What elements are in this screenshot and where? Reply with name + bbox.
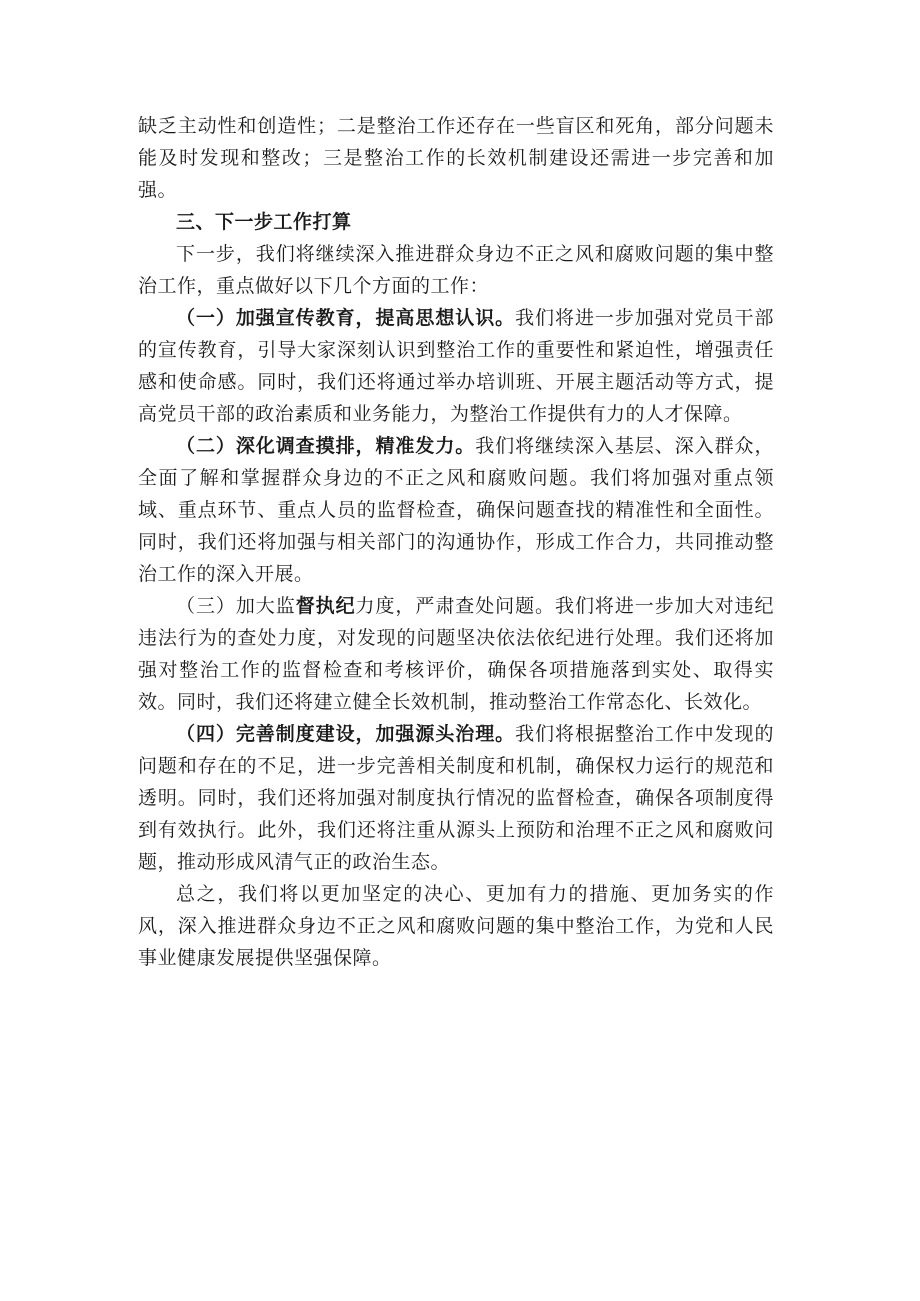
section-heading: 三、下一步工作打算 [176, 211, 352, 233]
item-4-body: 我们将根据整治工作中发现的问题和存在的不足，进一步完善相关制度和机制，确保权力运行的规范和透明。同时，我们还将加强对制度执行情况的监督检查，确保各项制度得到有效执行。此外，我们还将注重从源头上预防和治理不正之风和腐败问题，推动形成风清气正的政治生态。 [138, 723, 774, 873]
paragraph-item-4 [138, 718, 774, 878]
item-4-lead: （四）完善制度建设，加强源头治理。 [176, 723, 516, 745]
item-2-body: 我们将继续深入基层、深入群众，全面了解和掌握群众身边的不正之风和腐败问题。我们将加强对重点领域、重点环节、重点人员的监督检查，确保问题查找的精准性和全面性。同时，我们还将加强与相关部门的沟通协作，形成工作合力，共同推动整治工作的深入开展。 [138, 435, 774, 585]
paragraph-item-1 [138, 302, 774, 430]
paragraph-continuation: 缺乏主动性和创造性；二是整治工作还存在一些盲区和死角，部分问题未能及时发现和整改；三是整治工作的长效机制建设还需进一步完善和加强。 [138, 115, 774, 201]
item-1-lead: （一）加强宣传教育，提高思想认识。 [176, 307, 516, 329]
paragraph-conclusion: 总之，我们将以更加坚定的决心、更加有力的措施、更加务实的作风，深入推进群众身边不正之风和腐败问题的集中整治工作，为党和人民事业健康发展提供坚强保障。 [138, 883, 774, 969]
document-body [138, 110, 774, 974]
item-2-lead: （二）深化调查摸排，精准发力。 [176, 435, 476, 457]
paragraph-intro: 下一步，我们将继续深入推进群众身边不正之风和腐败问题的集中整治工作，重点做好以下几个方面的工作： [138, 243, 774, 297]
item-1-body: 我们将进一步加强对党员干部的宣传教育，引导大家深刻认识到整治工作的重要性和紧迫性，增强责任感和使命感。同时，我们还将通过举办培训班、开展主题活动等方式，提高党员干部的政治素质和业务能力，为整治工作提供有力的人才保障。 [138, 307, 774, 425]
paragraph-item-3 [138, 590, 774, 718]
item-3-pre: （三）加大监 [176, 595, 296, 617]
paragraph-item-2 [138, 430, 774, 590]
item-3-bold: 督执纪 [295, 595, 356, 617]
item-3-rest: 力度，严肃查处问题。我们将进一步加大对违纪违法行为的查处力度，对发现的问题坚决依法依纪进行处理。我们还将加强对整治工作的监督检查和考核评价，确保各项措施落到实处、取得实效。同时，我们还将建立健全长效机制，推动整治工作常态化、长效化。 [138, 595, 774, 713]
